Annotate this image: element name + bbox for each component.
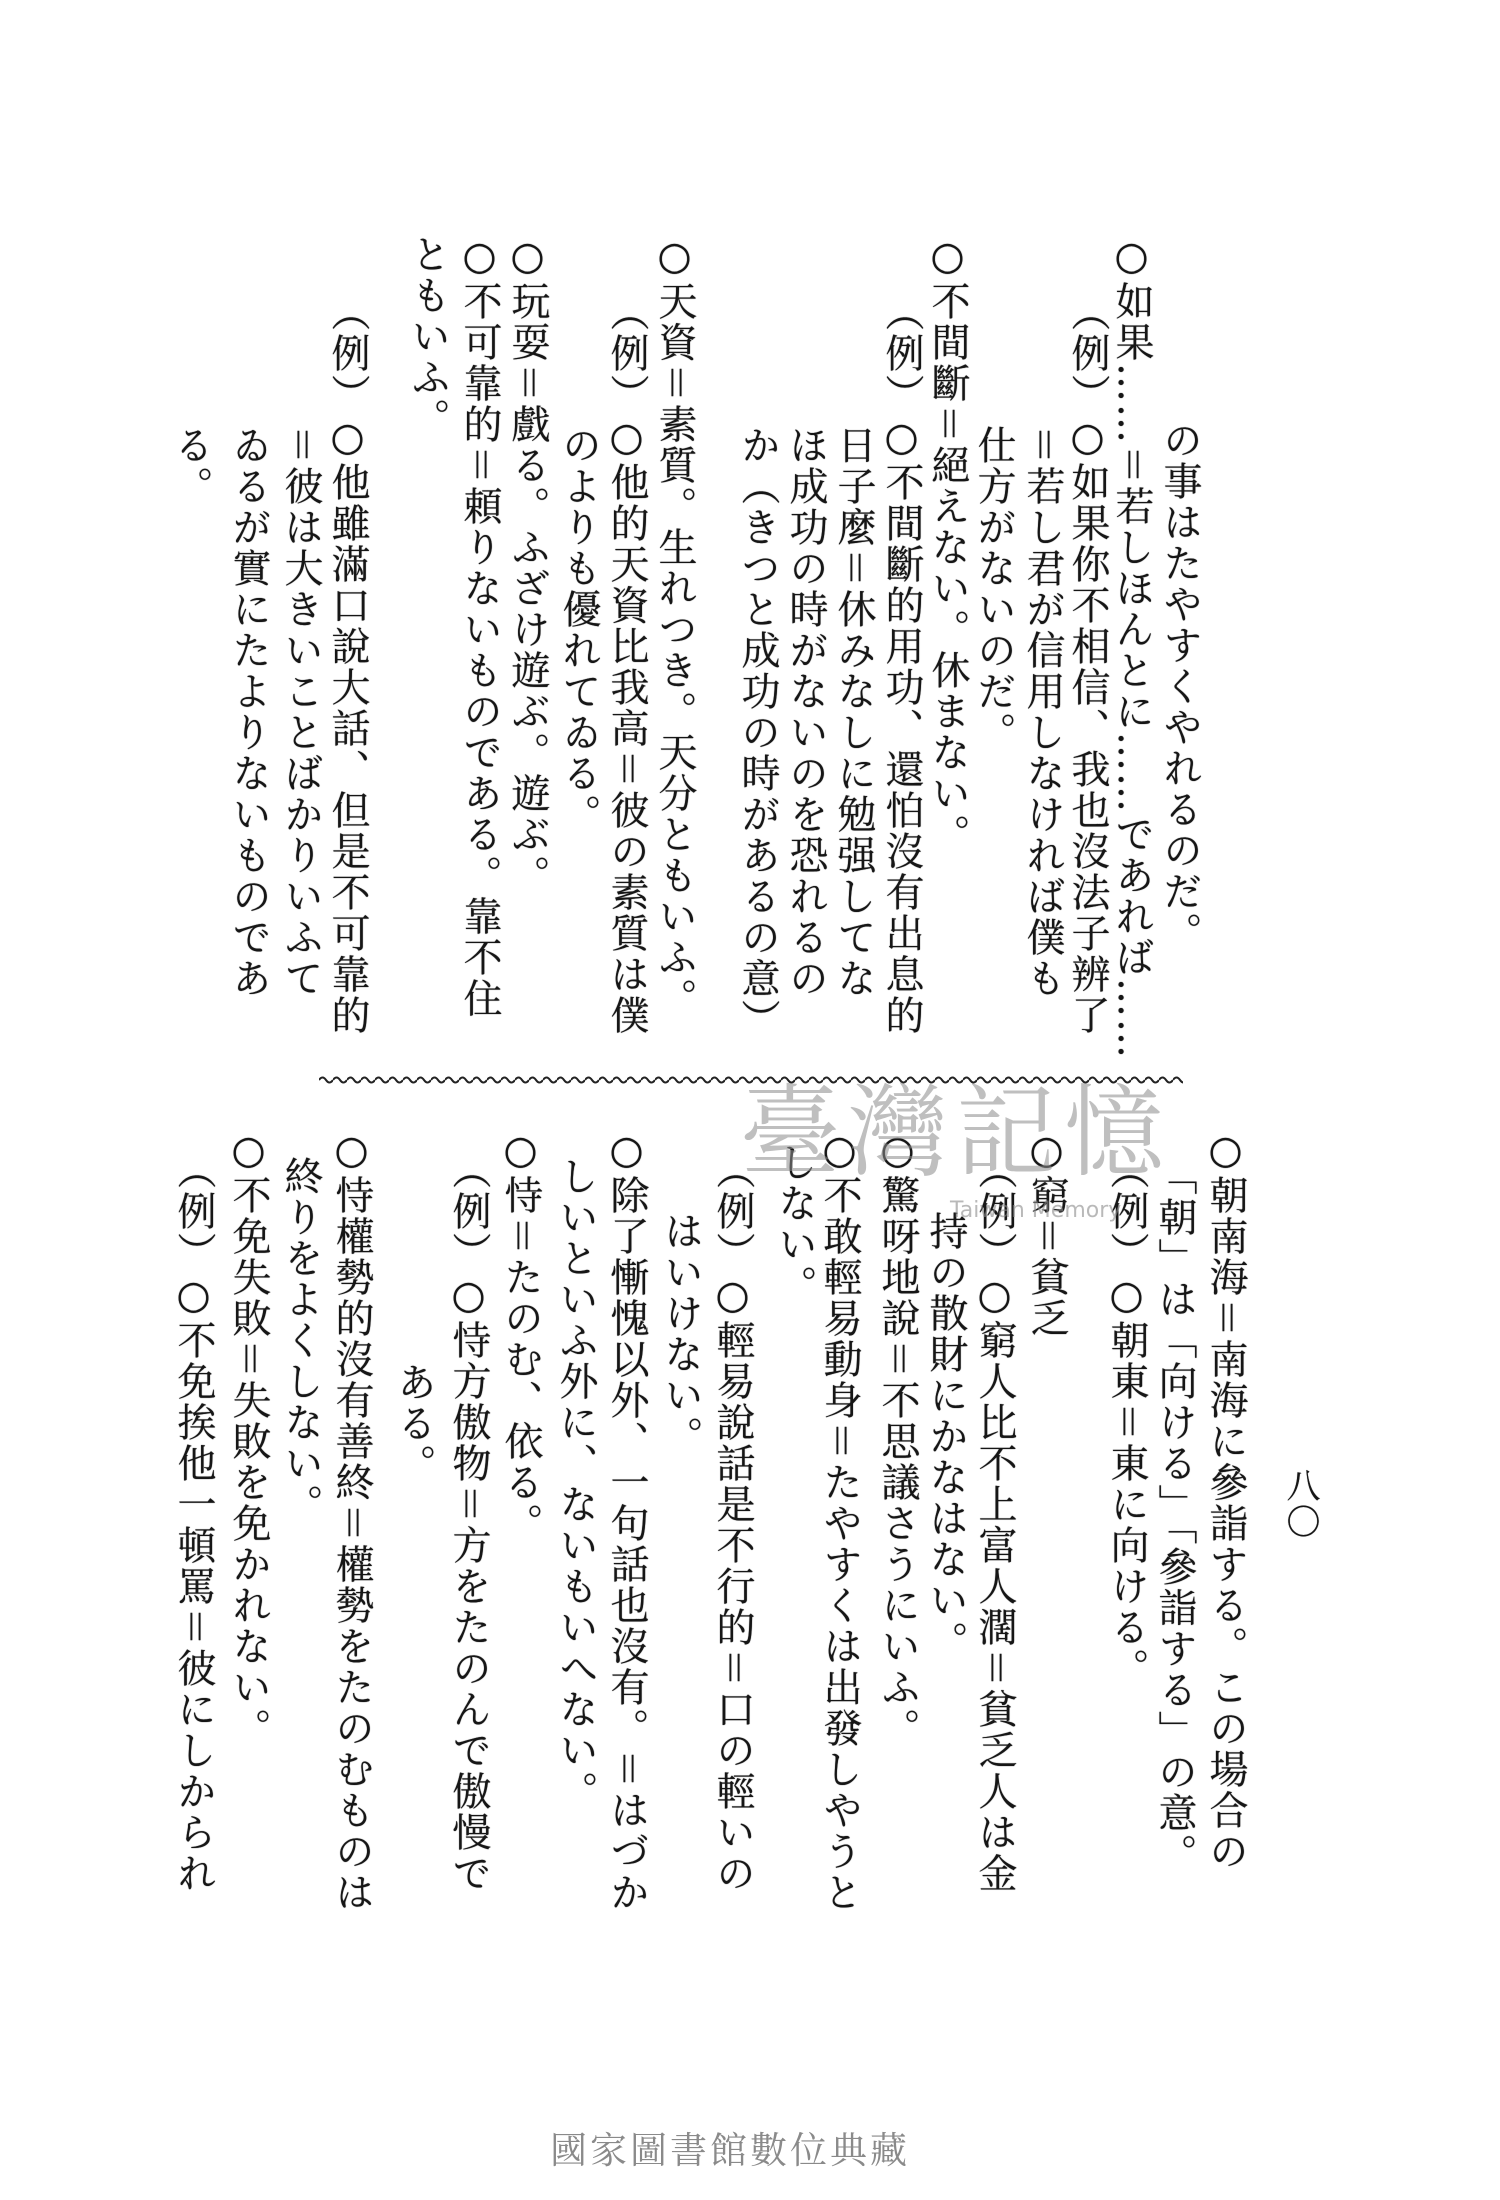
example-column: （例）○不免挨他一頓罵＝彼にしかられ: [171, 1150, 216, 1894]
entry-column: ○不敢輕易動身＝たやすくは出發しやうと: [817, 1128, 862, 1913]
text-column: ほ成功の時がないのを恐れるの: [783, 425, 828, 999]
text-column: ゐるが實にたよりないものであ: [226, 425, 271, 999]
example-column: （例）○恃方傲物＝方をたのんで傲慢で: [446, 1150, 491, 1894]
text-column: る。: [168, 425, 213, 507]
page-number: 八〇: [1280, 1468, 1320, 1540]
text-column: ＝若し君が信用しなければ僕も: [1020, 425, 1065, 999]
entry-column: ○驚呀地說＝不思議さうにいふ。: [875, 1128, 920, 1749]
entry-column: ○窮＝貧乏: [1024, 1128, 1069, 1340]
wavy-divider: [319, 1073, 1183, 1087]
entry-column: ○玩耍＝戲る。ふざけ遊ぶ。遊ぶ。: [505, 234, 550, 896]
watermark-subtitle: Taiwan Memory: [950, 1198, 1122, 1223]
text-column: しない。: [772, 1142, 817, 1306]
example-column: （例）○他的天資比我高＝彼の素質は僕: [604, 292, 649, 1036]
example-column: （例）○窮人比不上富人濶＝貧乏人は金: [972, 1150, 1017, 1894]
entry-column: ○不間斷＝絕えない。休まない。: [925, 234, 970, 855]
entry-column: ○不可靠的＝頼りないものである。靠不住: [457, 234, 502, 1019]
entry-column: ○恃＝たのむ、依る。: [498, 1128, 543, 1545]
footer-credit: 國家圖書館數位典藏: [550, 2129, 910, 2172]
text-column: はいけない。: [658, 1211, 703, 1457]
text-column: 終りをよくしない。: [278, 1156, 323, 1525]
entry-column: ○如果……＝若しほんとに……であれば……: [1109, 234, 1154, 1060]
text-column: のよりも優れてゐる。: [556, 425, 601, 835]
entry-column: ○天資＝素質。生れつき。天分ともいふ。: [652, 234, 697, 1019]
text-column: 仕方がないのだ。: [971, 425, 1016, 753]
example-column: （例）○如果你不相信、我也沒法子辨了: [1065, 292, 1110, 1036]
text-column: ＝彼は大きいことばかりいふて: [278, 425, 323, 999]
entry-column: ○恃權勢的沒有善終＝權勢をたのむものは: [329, 1128, 374, 1913]
example-column: （例）○朝東＝東に向ける。: [1104, 1150, 1149, 1689]
example-column: （例）○不間斷的用功、還怕沒有出息的: [879, 292, 924, 1036]
text-column: の事はたやすくやれるのだ。: [1157, 420, 1202, 953]
text-column: 日子麼＝休みなしに勉强してな: [831, 425, 876, 999]
text-column: 持の散財にかなはない。: [923, 1211, 968, 1662]
example-column: （例）○輕易說話是不行的＝口の輕いの: [710, 1150, 755, 1894]
text-column: ある。: [391, 1362, 436, 1485]
text-column: ともいふ。: [405, 234, 450, 439]
entry-column: ○朝南海＝南海に參詣する。この場合の: [1203, 1128, 1248, 1872]
entry-column: ○不免失敗＝失敗を免かれない。: [226, 1128, 271, 1749]
text-column: しいといふ外に、ないもいへない。: [553, 1156, 598, 1812]
example-column: （例）○他雖滿口說大話、但是不可靠的: [325, 292, 370, 1036]
text-column: 「朝」は「向ける」「參詣する」の意。: [1152, 1156, 1197, 1875]
watermark-logo: 臺灣記憶: [740, 1074, 1172, 1191]
entry-column: ○除了慚愧以外、一句話也沒有。＝はづか: [604, 1128, 649, 1913]
text-column: か（きつと成功の時があるの意）: [735, 425, 780, 1040]
